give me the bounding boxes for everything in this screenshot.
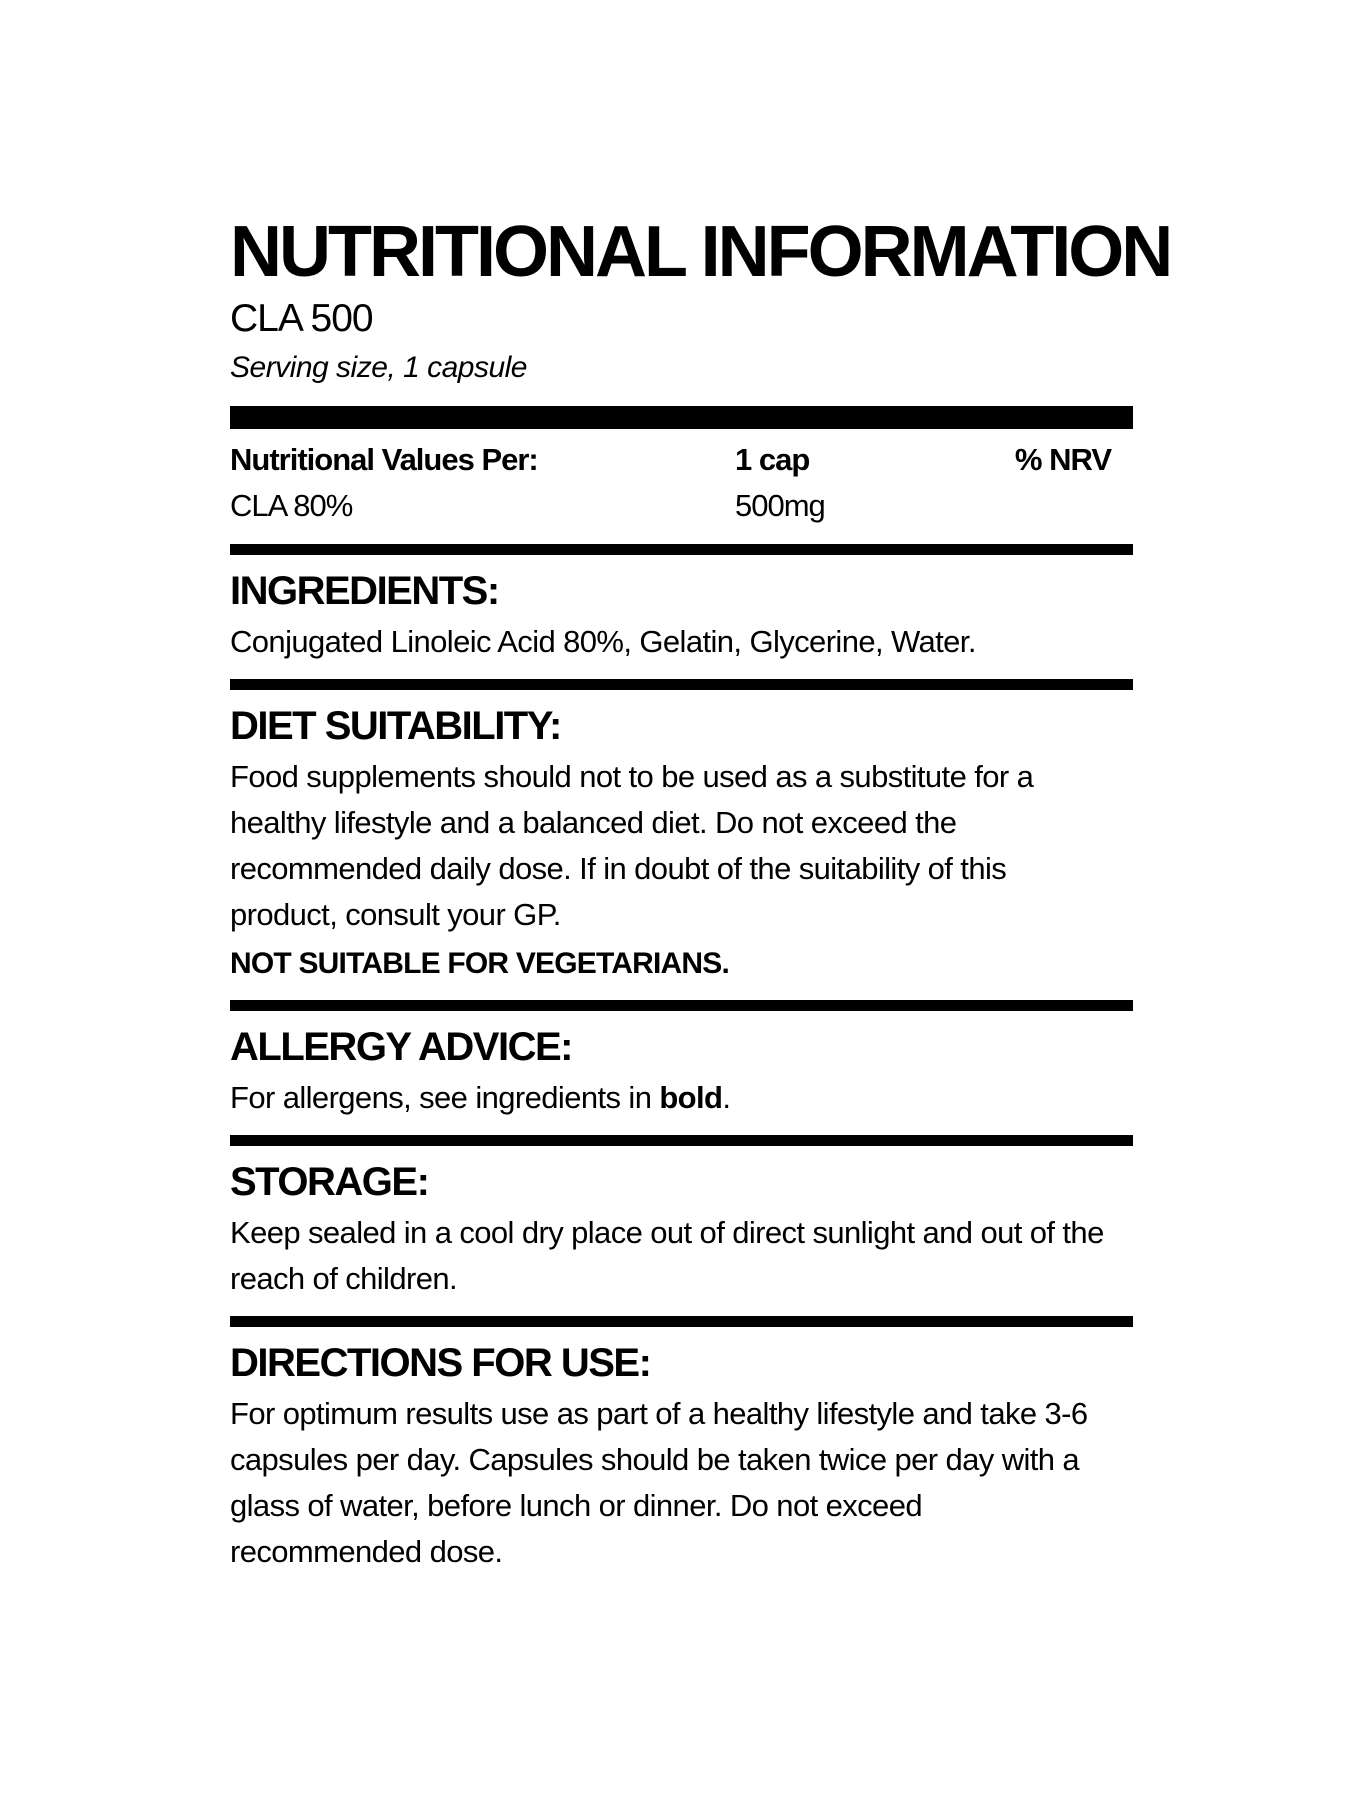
ingredients-section xyxy=(230,555,1133,679)
diet-text: Food supplements should not to be used as a substitute for a healthy lifestyle and a balanced diet. Do not exceed the recommended daily dose. If in doubt of the suitability of this product, consult your GP. xyxy=(230,759,1034,932)
storage-text: Keep sealed in a cool dry place out of direct sunlight and out of the reach of children. xyxy=(230,1215,1104,1296)
table-cell-nutrient: CLA 80% xyxy=(230,488,353,523)
divider xyxy=(230,406,1133,429)
table-header-nrv: % NRV xyxy=(1014,442,1111,477)
nutrition-table xyxy=(230,436,1133,538)
allergy-text-bold: bold xyxy=(659,1080,723,1115)
storage-heading: STORAGE: xyxy=(230,1160,429,1204)
divider xyxy=(230,1000,1133,1011)
table-header-per-cap: 1 cap xyxy=(735,442,810,477)
allergy-text-before: For allergens, see ingredients in xyxy=(230,1080,660,1115)
allergy-heading: ALLERGY ADVICE: xyxy=(230,1025,572,1069)
table-header-nutritional-values: Nutritional Values Per: xyxy=(230,442,538,477)
divider xyxy=(230,679,1133,690)
table-cell-amount: 500mg xyxy=(735,488,825,523)
directions-text: For optimum results use as part of a healthy lifestyle and take 3-6 capsules per day. Capsules should be taken twice per day with a glass of water, before lunch or dinner. Do not exceed recommended dose. xyxy=(230,1396,1088,1569)
allergy-text-after: . xyxy=(722,1080,731,1115)
allergy-text xyxy=(230,1075,1110,1121)
divider xyxy=(230,1316,1133,1327)
page-title: NUTRITIONAL INFORMATION xyxy=(230,212,1171,292)
vegetarian-warning: NOT SUITABLE FOR VEGETARIANS. xyxy=(230,947,730,980)
serving-size: Serving size, 1 capsule xyxy=(230,351,527,384)
directions-heading: DIRECTIONS FOR USE: xyxy=(230,1341,651,1385)
product-name: CLA 500 xyxy=(230,297,373,340)
divider xyxy=(230,544,1133,555)
diet-section xyxy=(230,690,1133,1000)
ingredients-text: Conjugated Linoleic Acid 80%, Gelatin, Glycerine, Water. xyxy=(230,624,976,659)
diet-heading: DIET SUITABILITY: xyxy=(230,704,561,748)
storage-section xyxy=(230,1146,1133,1316)
ingredients-heading: INGREDIENTS: xyxy=(230,569,499,613)
nutrition-label xyxy=(230,210,1171,1589)
directions-section xyxy=(230,1327,1133,1589)
divider xyxy=(230,1135,1133,1146)
allergy-section xyxy=(230,1011,1133,1135)
